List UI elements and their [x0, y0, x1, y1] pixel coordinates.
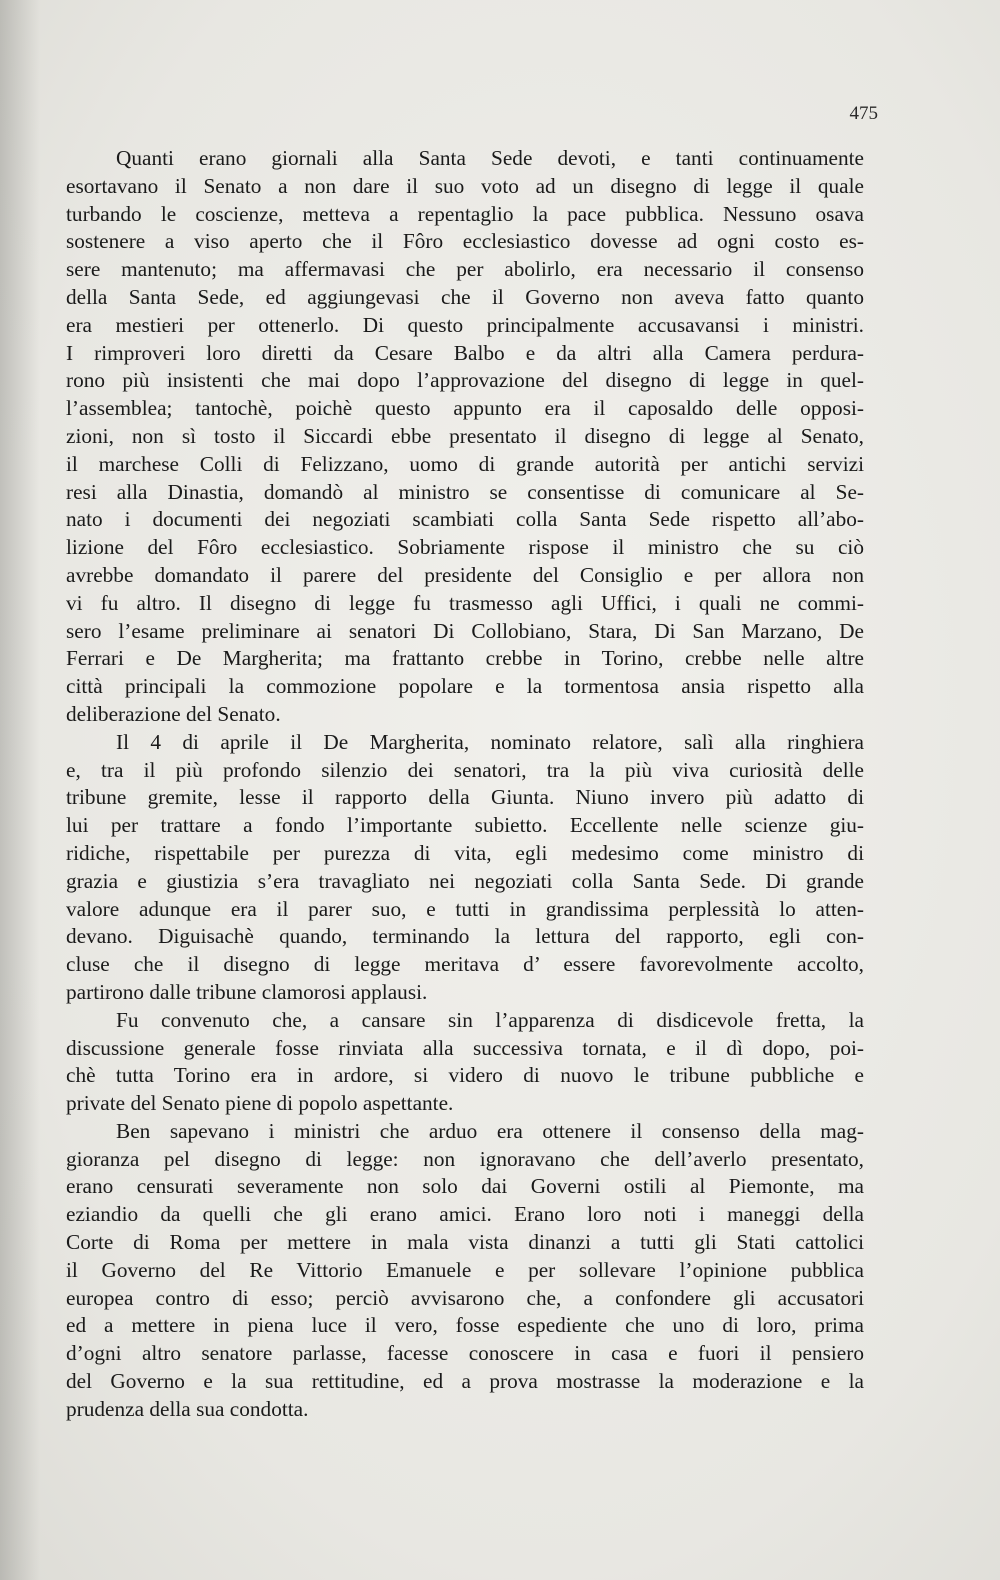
- body-text: [66, 145, 864, 1424]
- text-line: I rimproveri loro diretti da Cesare Balbo e da altri alla Camera perdura-: [66, 340, 864, 365]
- binding-shadow: [0, 0, 40, 1580]
- text-line: nato i documenti dei negoziati scambiati colla Santa Sede rispetto all’abo-: [66, 507, 864, 532]
- text-line: private del Senato piene di popolo aspettante.: [66, 1091, 454, 1116]
- text-line: eziandio da quelli che gli erano amici. Erano loro noti i maneggi della: [66, 1202, 864, 1227]
- text-line: Corte di Roma per mettere in mala vista dinanzi a tutti gli Stati cattolici: [66, 1230, 864, 1255]
- text-line: rono più insistenti che mai dopo l’approvazione del disegno di legge in quel-: [66, 368, 864, 393]
- text-line: erano censurati severamente non solo dai Governi ostili al Piemonte, ma: [66, 1174, 864, 1199]
- text-line: Ferrari e De Margherita; ma frattanto crebbe in Torino, crebbe nelle altre: [66, 646, 864, 671]
- text-line: ed a mettere in piena luce il vero, fosse espediente che uno di loro, prima: [66, 1313, 864, 1338]
- page-number: 475: [849, 103, 878, 124]
- text-line: il marchese Colli di Felizzano, uomo di grande autorità per antichi servizi: [66, 451, 864, 476]
- text-line: chè tutta Torino era in ardore, si videro di nuovo le tribune pubbliche e: [66, 1063, 864, 1088]
- text-line: avrebbe domandato il parere del presidente del Consiglio e per allora non: [66, 562, 864, 587]
- text-line: grazia e giustizia s’era travagliato nei negoziati colla Santa Sede. Di grande: [66, 868, 864, 893]
- text-line: lui per trattare a fondo l’importante subietto. Eccellente nelle scienze giu-: [66, 813, 864, 838]
- text-line: e, tra il più profondo silenzio dei senatori, tra la più viva curiosità delle: [66, 757, 864, 782]
- text-line: sero l’esame preliminare ai senatori Di Collobiano, Stara, Di San Marzano, De: [66, 618, 864, 643]
- text-line: sostenere a viso aperto che il Fôro ecclesiastico dovesse ad ogni costo es-: [66, 229, 864, 254]
- text-line: della Santa Sede, ed aggiungevasi che il Governo non aveva fatto quanto: [66, 284, 864, 309]
- paragraph: [66, 145, 864, 729]
- text-line: lizione del Fôro ecclesiastico. Sobriamente rispose il ministro che su ciò: [66, 535, 864, 560]
- text-line: tribune gremite, lesse il rapporto della Giunta. Niuno invero più adatto di: [66, 785, 864, 810]
- text-line: resi alla Dinastia, domandò al ministro se consentisse di comunicare al Se-: [66, 479, 864, 504]
- paragraph: [66, 1118, 864, 1424]
- text-line: esortavano il Senato a non dare il suo voto ad un disegno di legge il quale: [66, 173, 864, 198]
- text-line: Ben sapevano i ministri che arduo era ottenere il consenso della mag-: [116, 1118, 864, 1143]
- text-line: valore adunque era il parer suo, e tutti in grandissima perplessità lo atten-: [66, 896, 864, 921]
- text-line: europea contro di esso; perciò avvisarono che, a confondere gli accusatori: [66, 1285, 864, 1310]
- text-line: prudenza della sua condotta.: [66, 1396, 309, 1421]
- text-line: partirono dalle tribune clamorosi applausi.: [66, 979, 428, 1004]
- text-line: sere mantenuto; ma affermavasi che per abolirlo, era necessario il consenso: [66, 257, 864, 282]
- text-line: città principali la commozione popolare e la tormentosa ansia rispetto alla: [66, 674, 864, 699]
- text-line: Quanti erano giornali alla Santa Sede devoti, e tanti continuamente: [116, 146, 864, 170]
- text-line: Il 4 di aprile il De Margherita, nominato relatore, salì alla ringhiera: [116, 729, 864, 754]
- text-line: cluse che il disegno di legge meritava d’ essere favorevolmente accolto,: [66, 952, 864, 977]
- text-line: discussione generale fosse rinviata alla successiva tornata, e il dì dopo, poi-: [66, 1035, 864, 1060]
- text-line: il Governo del Re Vittorio Emanuele e per sollevare l’opinione pubblica: [66, 1257, 864, 1282]
- text-line: l’assemblea; tantochè, poichè questo appunto era il caposaldo delle opposi-: [66, 396, 864, 421]
- text-line: ridiche, rispettabile per purezza di vita, egli medesimo come ministro di: [66, 840, 864, 865]
- paragraph: [66, 1007, 864, 1118]
- text-line: vi fu altro. Il disegno di legge fu trasmesso agli Uffici, i quali ne commi-: [66, 590, 864, 615]
- paragraph: [66, 729, 864, 1007]
- text-line: d’ogni altro senatore parlasse, facesse conoscere in casa e fuori il pensiero: [66, 1341, 864, 1366]
- text-line: turbando le coscienze, metteva a repentaglio la pace pubblica. Nessuno osava: [66, 201, 864, 226]
- text-line: gioranza pel disegno di legge: non ignoravano che dell’averlo presentato,: [66, 1146, 864, 1171]
- text-line: deliberazione del Senato.: [66, 701, 281, 726]
- text-line: devano. Diguisachè quando, terminando la lettura del rapporto, egli con-: [66, 924, 864, 949]
- text-line: Fu convenuto che, a cansare sin l’apparenza di disdicevole fretta, la: [116, 1007, 864, 1032]
- text-line: era mestieri per ottenerlo. Di questo principalmente accusavansi i ministri.: [66, 312, 864, 337]
- text-line: del Governo e la sua rettitudine, ed a prova mostrasse la moderazione e la: [66, 1369, 864, 1394]
- text-line: zioni, non sì tosto il Siccardi ebbe presentato il disegno di legge al Senato,: [66, 423, 864, 448]
